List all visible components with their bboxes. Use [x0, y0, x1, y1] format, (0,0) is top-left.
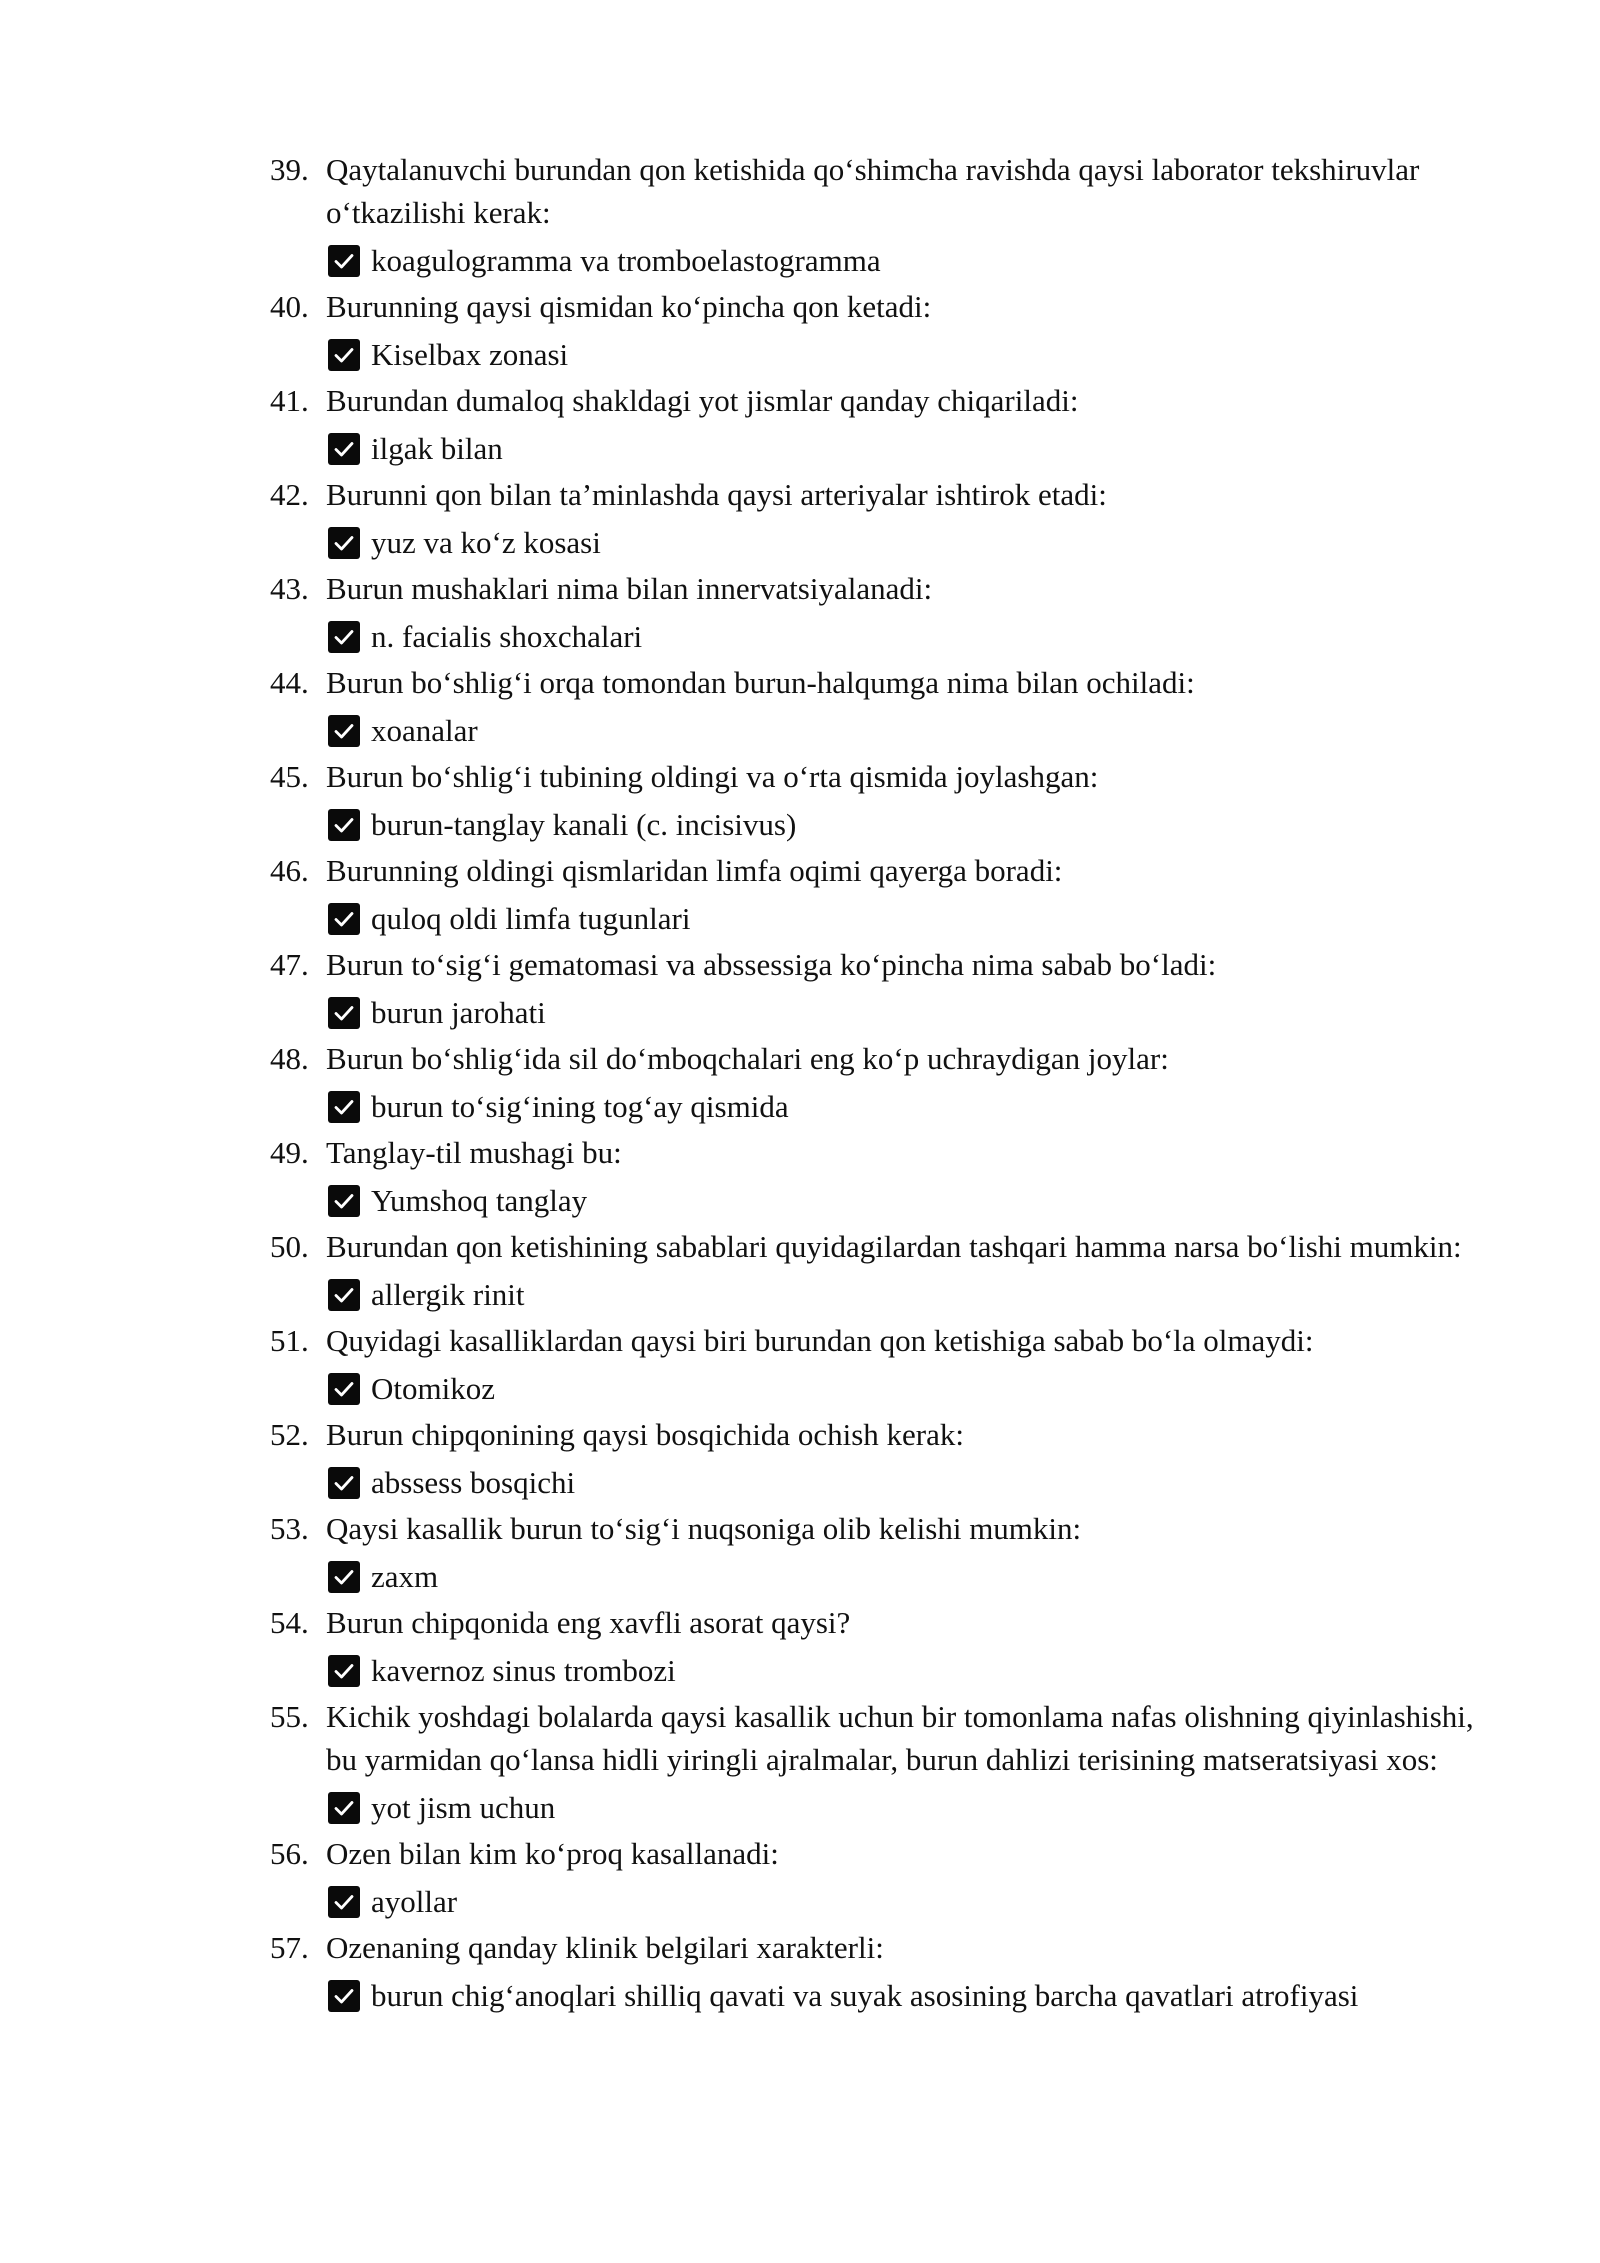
question — [270, 148, 1510, 234]
question — [270, 1225, 1510, 1268]
question-block — [270, 661, 1510, 755]
question-block — [270, 755, 1510, 849]
question — [270, 1926, 1510, 1969]
question-number: 57. — [270, 1930, 309, 1965]
checkbox-checked-icon — [328, 527, 360, 559]
question-number: 47. — [270, 947, 309, 982]
question-block — [270, 473, 1510, 567]
question — [270, 1832, 1510, 1875]
question-number: 43. — [270, 571, 309, 606]
question-block — [270, 849, 1510, 943]
question-number: 53. — [270, 1511, 309, 1546]
checkbox-checked-icon — [328, 1279, 360, 1311]
question-number: 54. — [270, 1605, 309, 1640]
answer-text: Kiselbax zonasi — [371, 337, 569, 372]
answer-text: abssess bosqichi — [371, 1465, 576, 1500]
checkbox-checked-icon — [328, 1185, 360, 1217]
checkbox-checked-icon — [328, 1980, 360, 2012]
question-text: Burun bo‘shlig‘i tubining oldingi va o‘rta qismida joylashgan: — [326, 759, 1099, 794]
question-block — [270, 943, 1510, 1037]
answer — [328, 1552, 1510, 1601]
answer — [328, 518, 1510, 567]
question-block — [270, 1225, 1510, 1319]
question-number: 48. — [270, 1041, 309, 1076]
question-text: Burun mushaklari nima bilan innervatsiyalanadi: — [326, 571, 933, 606]
question — [270, 473, 1510, 516]
question-text: Burun to‘sig‘i gematomasi va abssessiga ko‘pincha nima sabab bo‘ladi: — [326, 947, 1217, 982]
question-number: 44. — [270, 665, 309, 700]
question — [270, 285, 1510, 328]
checkbox-checked-icon — [328, 245, 360, 277]
answer — [328, 1082, 1510, 1131]
question-block — [270, 1832, 1510, 1926]
checkbox-checked-icon — [328, 1792, 360, 1824]
question — [270, 849, 1510, 892]
question-block — [270, 1131, 1510, 1225]
question-number: 42. — [270, 477, 309, 512]
question — [270, 755, 1510, 798]
question-block — [270, 379, 1510, 473]
answer — [328, 236, 1510, 285]
answer — [328, 1364, 1510, 1413]
question-number: 51. — [270, 1323, 309, 1358]
answer — [328, 800, 1510, 849]
answer — [328, 706, 1510, 755]
question-text: Qaysi kasallik burun to‘sig‘i nuqsoniga olib kelishi mumkin: — [326, 1511, 1082, 1546]
answer-text: zaxm — [371, 1559, 439, 1594]
checkbox-checked-icon — [328, 1561, 360, 1593]
question — [270, 567, 1510, 610]
question-text: Quyidagi kasalliklardan qaysi biri burundan qon ketishiga sabab bo‘la olmaydi: — [326, 1323, 1314, 1358]
checkbox-checked-icon — [328, 339, 360, 371]
answer-text: ilgak bilan — [371, 431, 503, 466]
question-text: Burun chipqonining qaysi bosqichida ochish kerak: — [326, 1417, 964, 1452]
question-block — [270, 1695, 1510, 1832]
checkbox-checked-icon — [328, 1886, 360, 1918]
answer-text: yuz va ko‘z kosasi — [371, 525, 601, 560]
answer-text: xoanalar — [371, 713, 478, 748]
answer — [328, 1971, 1510, 2020]
answer — [328, 612, 1510, 661]
question-number: 52. — [270, 1417, 309, 1452]
answer-text: Otomikoz — [371, 1371, 495, 1406]
question-block — [270, 1413, 1510, 1507]
question-block — [270, 1926, 1510, 2020]
question-text: Burundan qon ketishining sabablari quyidagilardan tashqari hamma narsa bo‘lishi mumkin: — [326, 1229, 1462, 1264]
answer-text: n. facialis shoxchalari — [371, 619, 643, 654]
question-block — [270, 148, 1510, 285]
question — [270, 1507, 1510, 1550]
checkbox-checked-icon — [328, 1655, 360, 1687]
answer — [328, 330, 1510, 379]
answer-text: allergik rinit — [371, 1277, 525, 1312]
answer — [328, 1270, 1510, 1319]
question-answer-list — [270, 148, 1510, 2020]
question-text: Burunning qaysi qismidan ko‘pincha qon ketadi: — [326, 289, 932, 324]
question — [270, 1319, 1510, 1362]
question — [270, 661, 1510, 704]
question — [270, 943, 1510, 986]
question — [270, 1037, 1510, 1080]
question-number: 45. — [270, 759, 309, 794]
answer-text: ayollar — [371, 1884, 458, 1919]
question-block — [270, 1037, 1510, 1131]
question-text: Tanglay-til mushagi bu: — [326, 1135, 622, 1170]
checkbox-checked-icon — [328, 621, 360, 653]
question-text: Burun bo‘shlig‘i orqa tomondan burun-halqumga nima bilan ochiladi: — [326, 665, 1195, 700]
answer-text: burun to‘sig‘ining tog‘ay qismida — [371, 1089, 789, 1124]
question — [270, 1413, 1510, 1456]
checkbox-checked-icon — [328, 1467, 360, 1499]
answer-text: kavernoz sinus trombozi — [371, 1653, 676, 1688]
checkbox-checked-icon — [328, 715, 360, 747]
answer — [328, 1646, 1510, 1695]
answer — [328, 1176, 1510, 1225]
answer-text: quloq oldi limfa tugunlari — [371, 901, 691, 936]
answer-text: Yumshoq tanglay — [371, 1183, 588, 1218]
question — [270, 1601, 1510, 1644]
question — [270, 1131, 1510, 1174]
question-number: 55. — [270, 1699, 309, 1734]
answer-text: burun jarohati — [371, 995, 546, 1030]
question-number: 49. — [270, 1135, 309, 1170]
question-block — [270, 1601, 1510, 1695]
question-text: Burun chipqonida eng xavfli asorat qaysi? — [326, 1605, 851, 1640]
question-text: Burun bo‘shlig‘ida sil do‘mboqchalari eng ko‘p uchraydigan joylar: — [326, 1041, 1169, 1076]
question-number: 41. — [270, 383, 309, 418]
answer — [328, 1877, 1510, 1926]
answer-text: koagulogramma va tromboelastogramma — [371, 243, 881, 278]
answer — [328, 1783, 1510, 1832]
answer — [328, 894, 1510, 943]
answer-text: burun-tanglay kanali (c. incisivus) — [371, 807, 797, 842]
checkbox-checked-icon — [328, 433, 360, 465]
question-number: 46. — [270, 853, 309, 888]
checkbox-checked-icon — [328, 1091, 360, 1123]
answer — [328, 424, 1510, 473]
answer-text: burun chig‘anoqlari shilliq qavati va suyak asosining barcha qavatlari atrofiyasi — [371, 1978, 1359, 2013]
question-text: Kichik yoshdagi bolalarda qaysi kasallik uchun bir tomonlama nafas olishning qiyinlashishi, bu yarmidan qo‘lansa hidli yiringli ajralmalar, burun dahlizi terisining matseratsiyasi xos: — [326, 1699, 1474, 1777]
question-number: 50. — [270, 1229, 309, 1264]
question-block — [270, 1507, 1510, 1601]
checkbox-checked-icon — [328, 903, 360, 935]
answer — [328, 988, 1510, 1037]
answer-text: yot jism uchun — [371, 1790, 556, 1825]
question-text: Ozenaning qanday klinik belgilari xarakterli: — [326, 1930, 884, 1965]
question-number: 56. — [270, 1836, 309, 1871]
question-number: 39. — [270, 152, 309, 187]
question — [270, 379, 1510, 422]
question-text: Burunni qon bilan ta’minlashda qaysi arteriyalar ishtirok etadi: — [326, 477, 1107, 512]
answer — [328, 1458, 1510, 1507]
question-text: Ozen bilan kim ko‘proq kasallanadi: — [326, 1836, 779, 1871]
question-number: 40. — [270, 289, 309, 324]
question-text: Burundan dumaloq shakldagi yot jismlar qanday chiqariladi: — [326, 383, 1079, 418]
checkbox-checked-icon — [328, 997, 360, 1029]
question — [270, 1695, 1510, 1781]
question-text: Qaytalanuvchi burundan qon ketishida qo‘shimcha ravishda qaysi laborator tekshiruvlar o‘tkazilishi kerak: — [326, 152, 1420, 230]
checkbox-checked-icon — [328, 1373, 360, 1405]
question-text: Burunning oldingi qismlaridan limfa oqimi qayerga boradi: — [326, 853, 1063, 888]
checkbox-checked-icon — [328, 809, 360, 841]
question-block — [270, 567, 1510, 661]
question-block — [270, 1319, 1510, 1413]
question-block — [270, 285, 1510, 379]
